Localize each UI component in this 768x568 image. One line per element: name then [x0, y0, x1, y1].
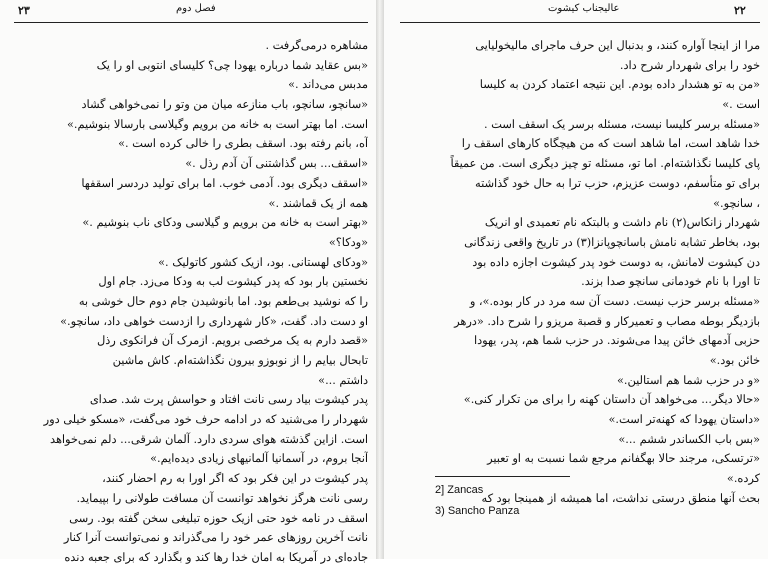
text-line: ، سانچو.»: [713, 196, 760, 210]
text-line: «و در حزب شما هم استالین.»: [617, 373, 760, 387]
text-line: اسقف در نامه خود حتی ازیک حوزه تبلیغی سخن گفته بود. رسی: [69, 511, 368, 525]
text-line: خود را برای شهردار شرح داد.: [619, 58, 760, 72]
text-line: دن کیشوت لامانش، به دوست خود پدر کیشوت اجازه داده بود: [472, 255, 760, 269]
right-header-rule: [400, 22, 760, 23]
text-line: آنجا بروم، در آسمانیا آلمانیهای زیادی دیده‌ایم.»: [150, 452, 368, 466]
text-line: تا اورا با نام خودمانی سانچو صدا بزند.: [581, 275, 760, 289]
text-line: است. ازاین گذشته هوای سردی دارد. آلمان شرقی... دلم نمی‌خواهد: [50, 432, 368, 446]
right-page-body: [400, 36, 760, 509]
text-line: «ودکای لهستانی. بود، ازیک کشور کاتولیک .»: [158, 255, 368, 269]
text-line: شهردار زانکاس(۲) نام داشت و بالبتکه نام تعمیدی او انریک: [484, 216, 760, 230]
text-line: «اسقف... بس گذاشتنی آن آدم رذل .»: [185, 157, 368, 171]
text-line: «قصد دارم به یک مرخصی برویم. ازمرک آن فرانکوی رذل: [97, 334, 368, 348]
text-line: همه از یک قماشند .»: [268, 196, 368, 210]
text-line: برای تو متأسفم، دوست عزیزم، حزب ترا به حال خود گذاشته: [475, 176, 760, 190]
text-line: «سانچو، سانچو، باب منازعه میان من وتو را نمی‌خواهی گشاد: [81, 98, 368, 112]
text-line: تابحال بیایم را از نوبوزو بیرون نگذاشته‌ام. کاش ماشین: [112, 354, 368, 367]
text-line: نخستین بار بود که پدر کیشوت لب به ودکا می‌زد. جام اول: [98, 275, 368, 289]
text-line: پدر کیشوت در این فکر بود که اگر اورا به رم احضار کنند،: [102, 472, 368, 486]
book-gutter: [376, 0, 384, 559]
text-line: «بهتر است به خانه من برویم و گیلاسی ودکای ناب بنوشیم .»: [82, 216, 368, 230]
text-line: «بس عقاید شما درباره یهودا چی؟ کلیسای انتوبی او را یک: [96, 58, 368, 72]
text-line: حزبی آدمهای خائن پیدا می‌شوند. در حزب شما هم، پدر، یهودا: [473, 334, 760, 348]
text-line: پدر کیشوت بیاد رسی نانت افتاد و حواسش پرت شد. صدای: [89, 393, 368, 407]
text-line: شهردار را می‌شنید که در ادامه حرف خود می‌گفت، «مسکو خیلی دور: [43, 413, 368, 427]
text-line: خدا شاهد است، اما شاهد است که من هیچگاه کارهای اسقف را: [461, 137, 760, 151]
footnote-2: 2] Zancas: [435, 484, 484, 496]
text-line: داشتم ...»: [318, 373, 368, 387]
text-line: «داستان یهودا که کهنه‌تر است.»: [608, 413, 760, 427]
text-line: بحث آنها منطق درستی نداشت، اما همیشه از همینجا بود که: [481, 491, 760, 505]
text-line: او دست داد. گفت، «کار شهرداری را ازدست خواهی داد، سانچو.»: [60, 314, 368, 328]
text-line: خائن بود.»: [709, 354, 760, 367]
text-line: «اسقف دیگری بود. آدمی خوب. اما برای تولید دردسر اسقفها: [81, 176, 368, 190]
left-running-title: فصل دوم: [176, 3, 216, 14]
text-line: «مسئله برسر حزب نیست. دست آن سه مرد در کار بوده.»، و: [469, 294, 760, 308]
text-line: را که نوشید بی‌طعم بود. اما بانوشیدن جام دوم حال خوشی به: [78, 294, 368, 308]
text-line: مدبس می‌داند .»: [288, 78, 368, 92]
text-line: بازدیگر بوطه مصاب و تعمیرکار و قصبة مریزو را شرح داد. «درهر: [454, 314, 760, 328]
text-line: پای کلیسا نگذاشته‌ام. اما تو، مسئله تو چیز دیگری است. من عمیقاً: [450, 157, 760, 171]
text-line: بود، بخاطر تشابه نامش باسانچوپانزا(۳) در تاریخ واقعی زندگانی: [464, 235, 760, 249]
text-line: «من به تو هشدار داده بودم. این نتیجه اعتماد کردن به کلیسا: [479, 78, 760, 92]
text-line: است. اما بهتر است به خانه من برویم وگیلاسی بارسالا بنوشیم.»: [66, 117, 368, 131]
text-line: جاده‌ای در آمریکا به امان خدا رها کند و بگذارد که برای جعبه دنده: [64, 550, 368, 564]
footnote-rule: [435, 476, 570, 477]
right-running-title: عالیجناب کیشوت: [548, 3, 620, 14]
text-line: رسی نانت هرگز نخواهد توانست آن مسافت طولانی را بپیماید.: [76, 491, 368, 505]
text-line: «ترتسکی، مرجند حالا بهگفانم مرجع شما نسبت به او تعبیر: [487, 452, 760, 466]
text-line: «ودکا؟»: [328, 235, 368, 249]
left-header-rule: [14, 22, 368, 23]
text-line: آه، بانم رفته بود. اسقف بطری را خالی کرده است .»: [118, 137, 368, 151]
text-line: کرده.»: [726, 472, 760, 486]
right-page-number: ۲۲: [734, 4, 746, 17]
text-line: مشاهره درمی‌گرفت .: [265, 39, 368, 52]
text-line: است .»: [722, 98, 760, 112]
text-line: مرا از اینجا آواره کنند، و بدنبال این حرف ماجرای مالیخولیایی: [475, 39, 760, 52]
text-line: «بس باب الکساندر ششم ...»: [618, 432, 760, 446]
left-page-body: [14, 36, 368, 568]
text-line: نانت آخرین روزهای عمر خود را می‌گذراند و نمی‌توانست آنرا کنار: [63, 531, 368, 545]
text-line: «حالا دیگر... می‌خواهد آن داستان کهنه را برای من تکرار کنی.»: [463, 393, 760, 407]
text-line: «مسئله برسر کلیسا نیست، مسئله برسر یک اسقف است .: [483, 117, 760, 131]
footnote-3: 3) Sancho Panza: [435, 505, 520, 517]
left-page-number: ۲۳: [18, 4, 30, 17]
